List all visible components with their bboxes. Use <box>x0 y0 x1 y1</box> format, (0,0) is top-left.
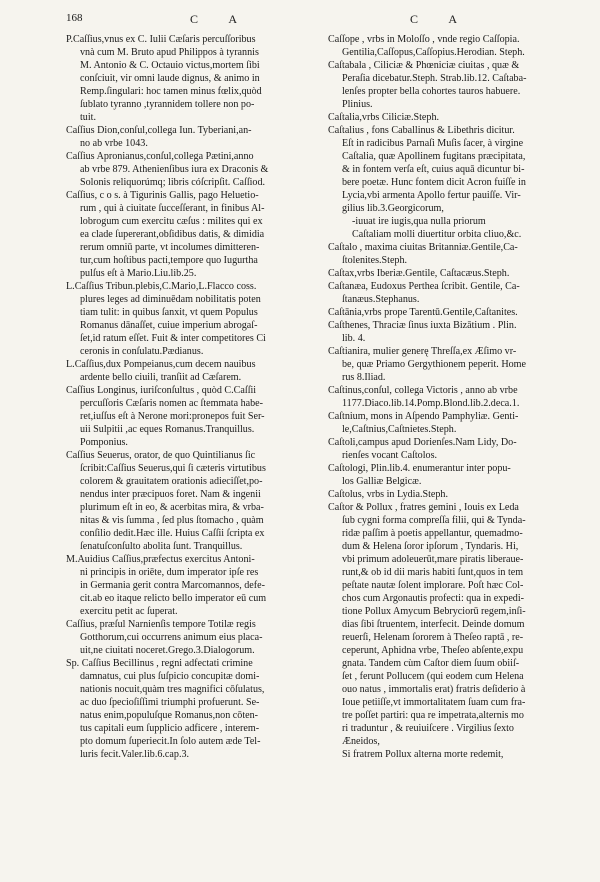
right-column-line: los Galliæ Belgicæ. <box>342 476 422 487</box>
left-column-line: Caſſius Longinus, iuriſconſultus , quòd C.Caſſii <box>66 385 257 396</box>
left-column-line: natus enim,populuſque Romanus,non cōten- <box>80 710 259 721</box>
left-column-line: Pomponius. <box>80 437 128 448</box>
left-column-line: lobrogum cum exercitu cæſus : milites qui ex <box>80 216 263 227</box>
left-column-line: Caſſius Apronianus,conſul,collega Pætini,anno <box>66 151 254 162</box>
right-column-line: tre poſſet partiri: qua re impetrata,alternis mo <box>342 710 524 721</box>
right-column-line: Caſtologi, Plin.lib.4. enumerantur inter popu- <box>328 463 511 474</box>
left-column-line: Caſſius Seuerus, orator, de quo Quintilianus ſic <box>66 450 256 461</box>
right-column-line: Plinius. <box>342 99 373 110</box>
right-column-line: Caſtolus, vrbs in Lydia.Steph. <box>328 489 449 500</box>
left-column-line: ſet,id ratum eſſet. Fuit & inter competitores Ci <box>80 333 266 344</box>
left-column-line: ſcribit:Caſſius Seuerus,qui ſi cæteris virtutibus <box>80 463 266 474</box>
left-column-line: tur,cum hoſtibus pacti,tempore quo Iugurtha <box>80 255 258 266</box>
header-letters-left: C A <box>190 12 252 26</box>
right-column-line: Caſtaliam molli diuertitur orbita cliuo,&c. <box>352 229 522 240</box>
right-column-line: reuerſi, Helenam ſororem à Theſeo raptā , re- <box>342 632 524 643</box>
left-column-line: in Germania gerit contra Marcomannos, defe- <box>80 580 265 591</box>
left-column-line: P.Caſſius,vnus ex C. Iulii Cæſaris percuſſoribus <box>66 34 256 45</box>
header-letters-right: C A <box>410 12 472 26</box>
right-column-line: Lycia,vbi armenta Apollo fertur pauiſſe. Vir- <box>342 190 521 201</box>
left-column-line: uii Sulpitii ,ac eques Romanus.Tranquillus. <box>80 424 255 435</box>
left-column-line: conſciuit, vir omni laude dignus, & animo in <box>80 73 260 84</box>
right-column-line: lenſes propter bella cohortes tauros habuere. <box>342 86 521 97</box>
running-header <box>0 10 600 28</box>
left-column-line: Romanus dānaſſet, cuiue imperium abrogaſ- <box>80 320 258 331</box>
left-column-line: plures leges ad diminuēdam nobilitatis poten <box>80 294 261 305</box>
left-column-line: ac duo ſpecioſiſſimi triumphi profuerunt. Se- <box>80 697 260 708</box>
left-column-line: tuit. <box>80 112 96 123</box>
left-column-line: exercitu petit ac ſuperat. <box>80 606 178 617</box>
right-column-line: dias ſibi ſtruentem, interfecit. Deinde domum <box>342 619 525 630</box>
left-column-line: ni principis in oriēte, dum imperator ipſe res <box>80 567 259 578</box>
left-column-line: ſublato tyranno ,tyrannidem tollere non po- <box>80 99 255 110</box>
page-number: 168 <box>66 12 83 24</box>
left-column-line: M.Auidius Caſſius,præfectus exercitus Antoni- <box>66 554 255 565</box>
left-column-line: M. Antonio & C. Octauio victus,mortem ſibi <box>80 60 260 71</box>
left-column-line: Gotthorum,cui occurrens animum eius placa- <box>80 632 263 643</box>
left-column-line: rum , qui à ciuitate ſucceſſerant, in finibus Al- <box>80 203 265 214</box>
right-column-line: chos cum Argonautis profecti: qua in expedi- <box>342 593 525 604</box>
right-column-line: Caſtinus,conſul, collega Victoris , anno ab vrbe <box>328 385 518 396</box>
right-column-line: Gentilia,Caſſopus,Caſſopius.Herodian. Steph. <box>342 47 525 58</box>
left-column-line: Remp.ſingulari: hoc tamen minus fœlix,quòd <box>80 86 262 97</box>
right-column-line: Caſtnium, mons in Aſpendo Pamphyliæ. Genti- <box>328 411 519 422</box>
left-column-line: L.Caſſius,dux Pompeianus,cum decem nauibus <box>66 359 256 370</box>
right-column-line: Caſtor & Pollux , fratres gemini , Iouis ex Leda <box>328 502 519 513</box>
left-column-line: cit.ab eo itaque relicto bello imperator eū cum <box>80 593 267 604</box>
left-column-line: Caſſius, c o s. à Tigurinis Gallis, pago Heluetio- <box>66 190 259 201</box>
right-column-line: ri traduntur , & reuiuiſcere . Virgilius ſexto <box>342 723 514 734</box>
right-column-line: ſtolenites.Steph. <box>342 255 408 266</box>
left-column <box>66 33 319 761</box>
right-column-line: gnata. Tandem cùm Caſtor diem ſuum obiiſ- <box>342 658 520 669</box>
right-column-line: ſet , ferunt Pollucem (qui eodem cum Helena <box>342 671 524 682</box>
right-column-line: 1177.Diaco.lib.14.Pomp.Blond.lib.2.deca.1. <box>342 398 520 409</box>
right-column-line: Caſtax,vrbs Iberiæ.Gentile, Caſtacæus.Steph. <box>328 268 510 279</box>
left-column-line: damnatus, cui plus ſuſpicio concupitæ domi- <box>80 671 260 682</box>
left-column-line: pto domum ſuperiecit.In ſolo autem æde Tel- <box>80 736 261 747</box>
left-column-line: conſilio dedit.Hæc ille. Huius Caſſii ſcripta ex <box>80 528 265 539</box>
right-column-line: rus 8.Iliad. <box>342 372 386 383</box>
left-column-line: ardente bello ciuili, tranſiit ad Cæſarem. <box>80 372 242 383</box>
right-column-line: Peraſia dicebatur.Steph. Strab.lib.12. Caſtaba- <box>342 73 527 84</box>
right-column-line: lib. 4. <box>342 333 366 344</box>
right-column-line: ſub cygni forma compreſſa filii, qui & Tynda- <box>342 515 526 526</box>
right-column-line: Caſtānia,vrbs prope Tarentū.Gentile,Caſtanites. <box>328 307 518 318</box>
right-column-line: be, quæ Priamo Gergythionem peperit. Home <box>342 359 526 370</box>
right-column-line: ouo natus , immortalis erat) fratris deſiderio à <box>342 684 526 695</box>
right-column-line: Caſtoli,campus apud Dorienſes.Nam Lidy, Do- <box>328 437 517 448</box>
left-column-line: ret,iuſſus eſt à Nerone mori:pronepos fuit Ser- <box>80 411 265 422</box>
left-column-line: pulſus eſt à Mario.Liu.lib.25. <box>80 268 197 279</box>
right-column-line: Caſtalo , maxima ciuitas Britanniæ.Gentile,Ca- <box>328 242 518 253</box>
right-column <box>328 33 581 761</box>
left-column-line: nitas & vis ſumma , ſed plus ſtomacho , quàm <box>80 515 264 526</box>
left-column-line: nationis nocuit,quàm tres magnifici cōſulatus, <box>80 684 265 695</box>
right-column-line: bere poetæ. Hunc fontem dicit Acron fuiſſe in <box>342 177 526 188</box>
right-column-line: ceperunt, Aphidna vrbe, Theſeo abſente,expu <box>342 645 524 656</box>
left-column-line: Caſſius Dion,conſul,collega Iun. Tyberiani,an- <box>66 125 252 136</box>
right-column-line: Ioue petiiſſe,vt immortalitatem ſuam cum fra- <box>342 697 526 708</box>
left-column-line: uit,ne ciuitati noceret.Grego.3.Dialogorum. <box>80 645 255 656</box>
left-column-line: tus capitali eum ſupplicio adficere , interem- <box>80 723 260 734</box>
right-column-line: peſtate nautæ ſolent implorare. Poſt hæc Col- <box>342 580 524 591</box>
right-column-line: Caſtalia, quæ Apollinem fugitans præcipitata, <box>342 151 526 162</box>
right-column-line: rienſes vocant Caſtolos. <box>342 450 438 461</box>
left-column-line: ab vrbe 879. Athenienſibus iura ex Draconis & <box>80 164 269 175</box>
left-column-line: Solonis reliquorúmq; libris cóſcripſit. Caſſiod. <box>80 177 266 188</box>
left-column-line: luris fecit.Valer.lib.6.cap.3. <box>80 749 190 760</box>
left-column-line: no ab vrbe 1043. <box>80 138 148 149</box>
left-column-line: plurimum eſt in eo, & acerbitas mira, & vrba- <box>80 502 264 513</box>
right-column-line: Caſtianira, mulier generę Threſſa,ex Æſimo vr- <box>328 346 517 357</box>
right-column-line: ſtanæus.Stephanus. <box>342 294 420 305</box>
left-column-line: percuſſoris Cæſaris nomen ac ſtemmata habe- <box>80 398 264 409</box>
right-column-line: vbi primum adoleuerūt,mare piratis liberaue- <box>342 554 524 565</box>
left-column-line: ea clade ſupererant,obſidibus datis, & dimidia <box>80 229 265 240</box>
left-column-line: Sp. Caſſius Becillinus , regni adfectati crimine <box>66 658 253 669</box>
right-column-line: Si fratrem Pollux alterna morte redemit, <box>342 749 504 760</box>
right-column-line: Eſt in radicibus Parnaſi Muſis ſacer, à virgine <box>342 138 524 149</box>
left-column-line: L.Caſſius Tribun.plebis,C.Mario,L.Flacco coss. <box>66 281 257 292</box>
left-column-line: ſenatuſconſulto abolita ſunt. Tranquillus. <box>80 541 243 552</box>
left-column-line: Caſſius, præſul Narnienſis tempore Totilæ regis <box>66 619 256 630</box>
right-column-line: dum & Helena ſoror ipſorum , Tyndaris. Hi, <box>342 541 519 552</box>
left-column-line: tiam tulit: in quibus ſanxit, vt quem Populus <box>80 307 258 318</box>
left-column-line: colorem & grauitatem orationis adieciſſet,po- <box>80 476 263 487</box>
right-column-line: Caſtanæa, Eudoxus Perthea ſcribit. Gentile, Ca- <box>328 281 520 292</box>
right-column-line: ridæ paſſim à poetis appellantur, quemadmo- <box>342 528 523 539</box>
left-column-line: vnà cum M. Bruto apud Philippos à tyrannis <box>80 47 259 58</box>
right-column-line: Caſtalius , fons Caballinus & Libethris dicitur. <box>328 125 515 136</box>
right-column-line: runt,& ob id dii maris habiti ſunt,quos in tem <box>342 567 524 578</box>
right-column-line: Æneidos, <box>342 736 380 747</box>
right-column-line: & in fontem verſa eſt, cuius aquā dicuntur bi- <box>342 164 525 175</box>
left-column-line: rerum omniū parte, vt incolumes dimitteren- <box>80 242 260 253</box>
right-column-line: Caſſope , vrbs in Moloſſo , vnde regio Caſſopia. <box>328 34 520 45</box>
left-column-line: ceronis in conſulatu.Pædianus. <box>80 346 204 357</box>
left-column-line: nendus inter præcipuos foret. Nam & ingenii <box>80 489 261 500</box>
right-column-line: tione Pollux Amycum Bebryciorū regem,inſi- <box>342 606 526 617</box>
right-column-line: le,Caſtnius,Caſtnietes.Steph. <box>342 424 457 435</box>
right-column-line: Caſtalia,vrbs Ciliciæ.Steph. <box>328 112 440 123</box>
right-column-line: -iuuat ire iugis,qua nulla priorum <box>352 216 486 227</box>
right-column-line: Caſthenes, Thraciæ ſinus iuxta Bizātium . Plin. <box>328 320 517 331</box>
right-column-line: Caſtabala , Ciliciæ & Phœniciæ ciuitas , quæ & <box>328 60 520 71</box>
right-column-line: gilius lib.3.Georgicorum, <box>342 203 444 214</box>
